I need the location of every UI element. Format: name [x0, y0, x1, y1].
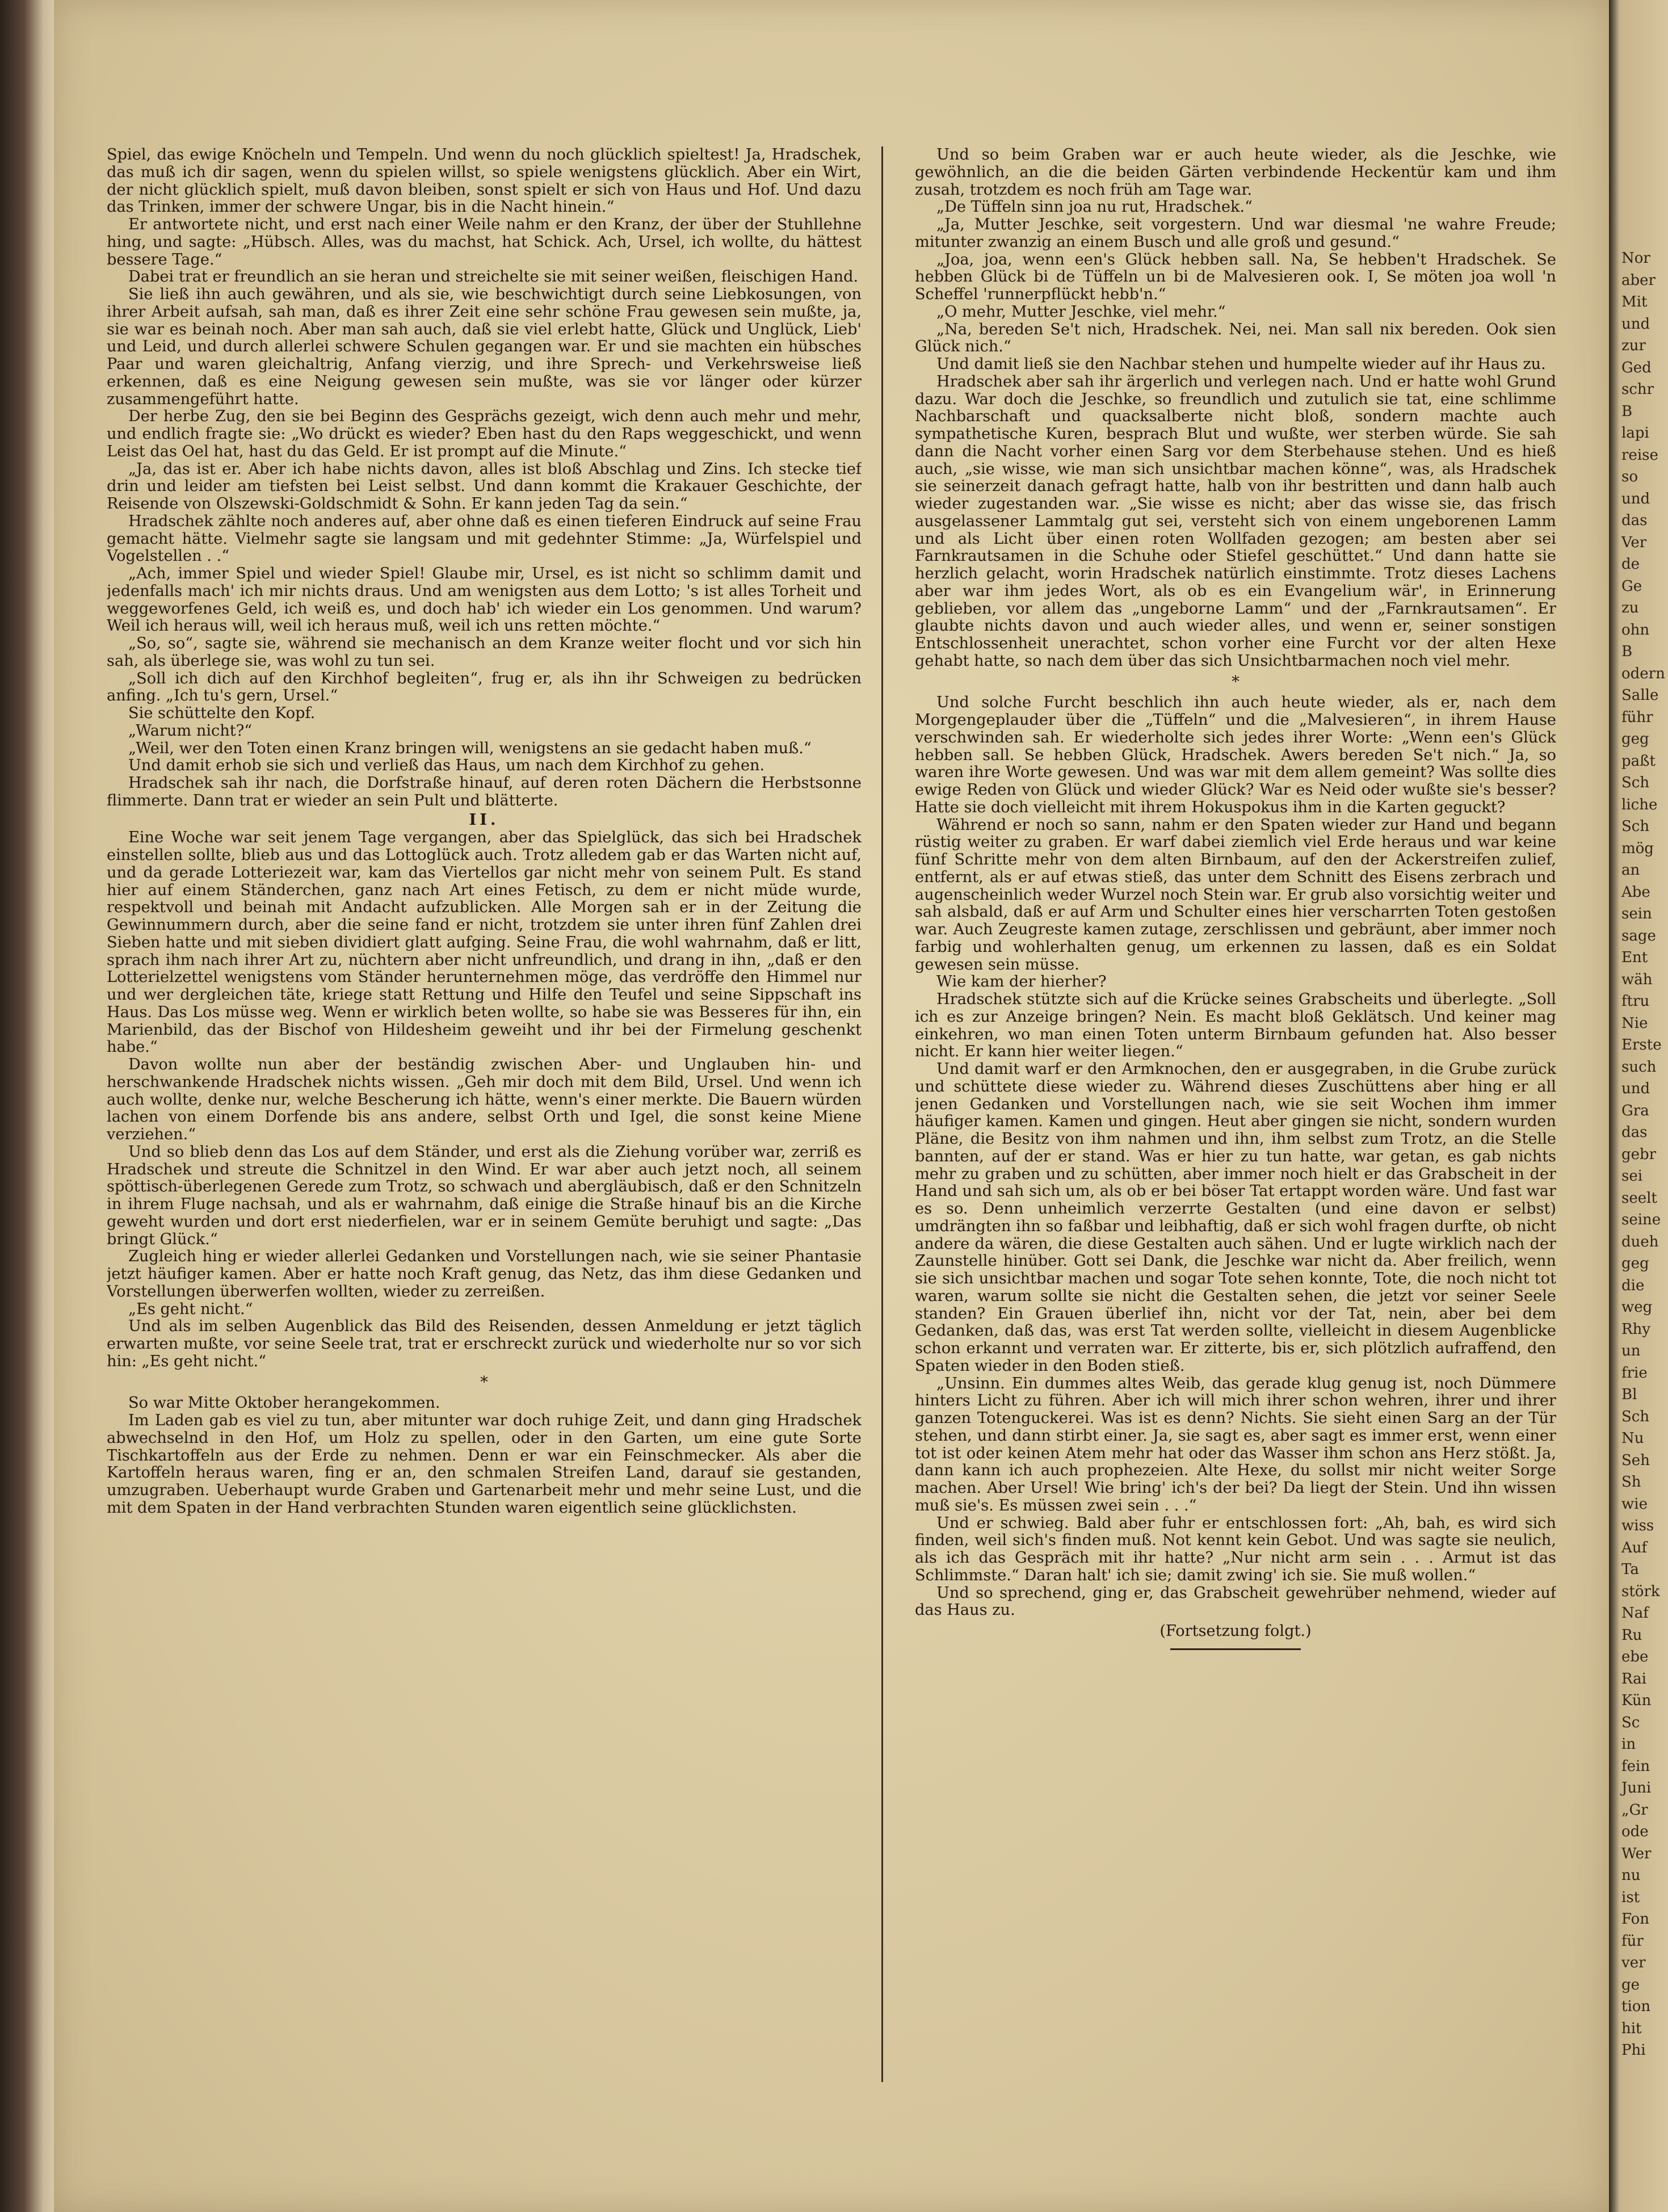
edge-fragment: Nie [1621, 1014, 1648, 1032]
paragraph: Und so blieb denn das Los auf dem Ständer, und erst als die Ziehung vorüber war, zerriß es Hradschek und streute die Schnitzel in den Wind. Er war aber auch jetzt noch, all seinem spöttisch-überlegenen Gerede zum Trotz, so schwach und abergläubisch, daß er den Schnitzeln in ihrem Fluge nachsah, und als er wahrnahm, daß einige die Straße hinauf bis an die Kirche geweht wurden und dort erst niederfielen, war er in seinem Gemüte beruhigt und sagte: „Das bringt Glück.“ [107, 1143, 862, 1248]
edge-fragment: dueh [1621, 1233, 1659, 1250]
paragraph: „Weil, wer den Toten einen Kranz bringen will, wenigstens an sie gedacht haben muß.“ [128, 739, 812, 757]
edge-fragment: ftru [1621, 993, 1650, 1010]
paragraph: „De Tüffeln sinn joa nu rut, Hradschek.“ [936, 198, 1253, 216]
edge-fragment: das [1621, 1124, 1648, 1141]
edge-fragment: so [1621, 468, 1638, 485]
edge-fragment: liche [1621, 796, 1658, 813]
paragraph: Und damit ließ sie den Nachbar stehen und humpelte wieder auf ihr Haus zu. [936, 355, 1546, 373]
left-text-column [107, 146, 862, 2093]
edge-fragment: Rai [1621, 1670, 1646, 1688]
paragraph: Und damit warf er den Armknochen, den er ausgegraben, in die Grube zurück und schüttete diese wieder zu. Während dieses Zuschüttens aber hing er all jenen Gedanken und Vorstellungen nach, wie sie seit Wochen ihm immer häufiger kamen. Kamen und gingen. Heut aber gingen sie nicht, sondern wurden Pläne, die Besitz von ihm nahmen und ihn, ihm selbst zum Trotz, an die Stelle bannten, auf der er stand. Was er hier zu tun hatte, war getan, es gab nichts mehr zu graben und zu schütten, aber immer noch hielt er das Grabscheit in der Hand und sah sich um, als ob er bei böser Tat ertappt worden wäre. Und fast war es so. Denn unheimlich verzerrte Gestalten (und eine davon er selbst) umdrängten ihn so faßbar und leibhaftig, daß er sich wohl fragen durfte, ob nicht andere da wären, die diese Gestalten auch sähen. Und er lugte wirklich nach der Zaunstelle hinüber. Gott sei Dank, die Jeschke war nicht da. Aber freilich, wenn sie sich unsichtbar machen und sogar Tote sehen konnte, Tote, die noch nicht tot waren, warum sollte sie nicht die Gestalten sehen, die jetzt vor seiner Seele standen? Ein Grauen überlief ihn, nicht vor der Tat, nein, aber bei dem Gedanken, daß das, was erst Tat werden sollte, vielleicht in diesem Augenblicke schon erkannt und verraten war. Er zitterte, bis er, sich plötzlich aufraffend, den Spaten wieder in den Boden stieß. [915, 1060, 1556, 1375]
edge-fragment: Mit [1621, 293, 1648, 310]
edge-fragment: de [1621, 556, 1640, 573]
edge-fragment: ohn [1621, 621, 1650, 639]
paragraph: Im Laden gab es viel zu tun, aber mitunter war doch ruhige Zeit, und dann ging Hradschek abwechselnd in den Hof, um Holz zu spellen, oder in den Garten, um eine gute Sorte Tischkartoffeln aus der Erde zu nehmen. Denn er war ein Feinschmecker. Als aber die Kartoffeln heraus waren, fing er an, den schmalen Streifen Land, darauf sie gestanden, umzugraben. Ueberhaupt wurde Graben und Gartenarbeit mehr und mehr seine Lust, und die mit dem Spaten in der Hand verbrachten Stunden waren eigentlich seine glücklichsten. [107, 1412, 862, 1517]
section-separator: * [1232, 673, 1240, 691]
paragraph: Der herbe Zug, den sie bei Beginn des Gesprächs gezeigt, wich denn auch mehr und mehr, und endlich fragte sie: „Wo drückt es wieder? Eben hast du den Raps weggeschickt, und wenn Leist das Oel hat, hast du das Geld. Er ist prompt auf die Minute.“ [107, 408, 862, 460]
edge-fragment: geg [1621, 731, 1649, 748]
edge-fragment: und [1621, 490, 1650, 507]
edge-fragment: Sch [1621, 774, 1650, 791]
edge-fragment: ge [1621, 1976, 1640, 1993]
paragraph: Hradschek stützte sich auf die Krücke seines Grabscheits und überlegte. „Soll ich es zur Anzeige bringen? Nein. Es macht bloß Geklätsch. Und keiner mag einkehren, wo man einen Toten unterm Birnbaum gefunden hat. Also besser nicht. Er kann hier weiter liegen.“ [915, 990, 1556, 1061]
edge-fragment: paßt [1621, 752, 1656, 770]
paragraph: Und so sprechend, ging er, das Grabscheit gewehrüber nehmend, wieder auf das Haus zu. [915, 1584, 1556, 1619]
edge-fragment: Sch [1621, 1408, 1650, 1425]
left-column-paragraphs-3 [107, 1395, 862, 1517]
edge-fragment: Nor [1621, 250, 1650, 267]
edge-fragment: Kün [1621, 1692, 1652, 1709]
edge-fragment: aber [1621, 271, 1656, 289]
paragraph: Er antwortete nicht, und erst nach einer Weile nahm er den Kranz, der über der Stuhllehne hing, und sagte: „Hübsch. Alles, was du machst, hat Schick. Ach, Ursel, ich wollte, du hättest bessere Tage.“ [107, 216, 862, 268]
paragraph: Und als im selben Augenblick das Bild des Reisenden, dessen Anmeldung er jetzt täglich erwarten mußte, vor seine Seele trat, trat er erschreckt zurück und wiederholte nur so vor sich hin: „Es geht nicht.“ [107, 1317, 862, 1370]
book-binding-edge [0, 0, 54, 2212]
edge-fragment: Auf [1621, 1539, 1648, 1556]
edge-fragment: für [1621, 1932, 1644, 1950]
edge-fragment: ebe [1621, 1648, 1649, 1665]
paragraph: So war Mitte Oktober herangekommen. [128, 1394, 440, 1412]
edge-fragment: Gra [1621, 1102, 1649, 1119]
edge-fragment: mög [1621, 840, 1654, 857]
edge-fragment: Fon [1621, 1911, 1650, 1928]
edge-fragment: geg [1621, 1255, 1649, 1272]
edge-fragment: Ver [1621, 534, 1647, 551]
edge-fragment: hit [1621, 2020, 1642, 2037]
right-column-paragraphs-1 [915, 146, 1556, 670]
edge-fragment: Phi [1621, 2042, 1646, 2059]
paragraph: Hradschek aber sah ihr ärgerlich und verlegen nach. Und er hatte wohl Grund dazu. War doch die Jeschke, so freundlich und zutulich sie tat, eine schlimme Nachbarschaft und quacksalberte nicht bloß, sondern machte auch sympathetische Kuren, besprach Blut und wußte, wer sterben würde. Sie sah dann die Nacht vorher einen Sarg vor dem Sterbehause stehen. Und es hieß auch, „sie wisse, wie man sich unsichtbar machen könne“, was, als Hradschek sie seinerzeit danach gefragt hatte, halb von ihr bestritten und dann halb auch wieder zugestanden war. „Sie wisse es nicht; aber das wisse sie, das frisch ausgelassener Lammtalg gut sei, versteht sich von einem ungeborenen Lamm und als Licht über einen roten Wollfaden gezogen; am besten aber sei Farnkrautsamen in die Schuhe oder Stiefel geschüttet.“ Und dann hatte sie herzlich gelacht, worin Hradschek natürlich einstimmte. Trotz dieses Lachens aber war ihm jedes Wort, als ob es ein Evangelium wär', in Erinnerung geblieben, vor allem das „ungeborne Lamm“ und der „Farnkrautsamen“. Er glaubte nichts davon und auch wieder alles, und wenn er, seiner sonstigen Entschlossenheit unerachtet, schon vorher eine Furcht vor der alten Hexe gehabt hatte, so nach dem über das sich Unsichtbarmachen noch viel mehr. [915, 372, 1556, 670]
edge-fragment: tion [1621, 1998, 1651, 2015]
paragraph: „Warum nicht?“ [128, 721, 253, 740]
edge-fragment: wie [1621, 1495, 1648, 1513]
paragraph: „Unsinn. Ein dummes altes Weib, das gerade klug genug ist, noch Dümmere hinters Licht zu führen. Aber ich will mich ihrer schon wehren, ihrer und ihrer ganzen Totenguckerei. Was ist es denn? Nichts. Sie sieht einen Sarg an der Tür stehen, und dann stirbt einer. Ja, sie sagt es, aber sagt es immer erst, wenn einer tot ist oder keinen Atem mehr hat oder das Wasser ihm schon ans Herz stößt. Ja, dann kann ich auch prophezeien. Alte Hexe, du sollst mir nicht weiter Sorge machen. Aber Ursel! Wie bring' ich's der bei? Da liegt der Stein. Und ihn wissen muß sie's. Es müssen zwei sein . . .“ [915, 1374, 1556, 1514]
paragraph: Wie kam der hierher? [936, 973, 1107, 991]
paragraph: Hradschek sah ihr nach, die Dorfstraße hinauf, auf deren roten Dächern die Herbstsonne flimmerte. Dann trat er wieder an sein Pult und blätterte. [107, 774, 862, 809]
paragraph: Und er schwieg. Bald aber fuhr er entschlossen fort: „Ah, bah, es wird sich finden, weil sich's finden muß. Not kennt kein Gebot. Und was sagte sie neulich, als ich das Gespräch mit ihr hatte? „Nur nicht arm sein . . . Armut ist das Schlimmste.“ Daran halt' ich sie; damit zwing' ich sie. Sie muß wollen.“ [915, 1514, 1556, 1584]
edge-fragment: sein [1621, 905, 1652, 922]
edge-fragment: Ru [1621, 1626, 1642, 1644]
left-column-paragraphs-2 [107, 829, 862, 1370]
paragraph: Dabei trat er freundlich an sie heran und streichelte sie mit seiner weißen, fleischigen Hand. [128, 268, 859, 286]
edge-fragment: Bl [1621, 1386, 1637, 1403]
edge-fragment: das [1621, 512, 1648, 529]
paragraph: Sie schüttelte den Kopf. [128, 704, 316, 722]
paragraph: Und so beim Graben war er auch heute wieder, als die Jeschke, wie gewöhnlich, an die die beiden Gärten verbindende Heckentür kam und ihm zusah, trotzdem es noch früh am Tage war. [915, 146, 1556, 199]
paragraph: Und damit erhob sie sich und verließ das Haus, um nach dem Kirchhof zu gehen. [128, 757, 765, 775]
edge-fragment: führ [1621, 708, 1653, 726]
edge-fragment: die [1621, 1277, 1645, 1294]
edge-fragment: Seh [1621, 1451, 1650, 1469]
right-column-paragraphs-2 [915, 694, 1556, 1619]
paragraph: „Es geht nicht.“ [128, 1300, 253, 1318]
edge-fragment: Sch [1621, 818, 1650, 835]
edge-fragment: wiss [1621, 1517, 1654, 1534]
edge-fragment: Ent [1621, 949, 1648, 966]
left-column-paragraphs-1 [107, 146, 862, 810]
edge-fragment: such [1621, 1058, 1657, 1076]
edge-fragment: schr [1621, 381, 1654, 398]
edge-fragment: gebr [1621, 1145, 1657, 1163]
edge-fragment: Rhy [1621, 1320, 1651, 1338]
edge-fragment: zur [1621, 337, 1646, 354]
end-rule [1170, 1648, 1301, 1650]
edge-fragment: lapi [1621, 425, 1649, 442]
edge-fragment: odern [1621, 665, 1665, 682]
edge-fragment: nu [1621, 1867, 1641, 1884]
edge-fragment: Ge [1621, 577, 1642, 595]
paragraph: „Ach, immer Spiel und wieder Spiel! Glaube mir, Ursel, es ist nicht so schlimm damit und jedenfalls mach' ich mir nichts draus. Und am wenigsten aus dem Lotto; 's ist alles Torheit und weggeworfenes Geld, ich weiß es, und doch hab' ich wieder ein Los genommen. Und warum? Weil ich heraus will, weil ich heraus muß, weil ich uns retten möchte.“ [107, 565, 862, 635]
paragraph: Davon wollte nun aber der beständig zwischen Aber- und Unglauben hin- und herschwankende Hradschek nichts wissen. „Geh mir doch mit dem Bild, Ursel. Und wenn ich auch wollte, denke nur, welche Bescherung ich hätte, wenn's einer merkte. Die Bauern würden lachen von einem Dorfende bis ans andere, selbst Orth und Igel, die sonst keine Miene verziehen.“ [107, 1056, 862, 1143]
paragraph: „Ja, das ist er. Aber ich habe nichts davon, alles ist bloß Abschlag und Zins. Ich stecke tief drin und leider am tiefsten bei Leist selbst. Und dann kommt die Krakauer Geschichte, der Reisende von Olszewski-Goldschmidt & Sohn. Er kann jeden Tag da sein.“ [107, 460, 862, 513]
paragraph: Während er noch so sann, nahm er den Spaten wieder zur Hand und begann rüstig weiter zu graben. Er warf dabei ziemlich viel Erde heraus und war keine fünf Schritte mehr von dem alten Birnbaum, auf den der Ackerstreifen zulief, entfernt, als er auf etwas stieß, das unter dem Schnitt des Eisens zerbrach und augenscheinlich weder Wurzel noch Stein war. Er grub also vorsichtig weiter und sah alsbald, daß er auf Arm und Schulter eines hier verscharrten Toten gestoßen war. Auch Zeugreste kamen zutage, zerschlissen und gebräunt, aber immer noch farbig und wohlerhalten genug, um erkennen zu lassen, daß es ein Soldat gewesen sein müsse. [915, 816, 1556, 973]
edge-fragment: fein [1621, 1757, 1650, 1775]
edge-fragment: Abe [1621, 883, 1650, 901]
paragraph: Sie ließ ihn auch gewähren, und als sie, wie beschwichtigt durch seine Liebkosungen, von ihrer Arbeit aufsah, sah man, daß es ihrer Zeit eine sehr schöne Frau gewesen sein mußte, ja, sie war es beinah noch. Aber man sah auch, daß sie viel erlebt hatte, Glück und Unglück, Lieb' und Leid, und durch allerlei schwere Schulen gegangen war. Er und sie machten ein hübsches Paar und waren gleichaltrig, Anfang vierzig, und ihre Sprech- und Verkehrsweise ließ erkennen, daß es eine Neigung gewesen sein mußte, was sie vor länger oder kürzer zusammengeführt hatte. [107, 286, 862, 408]
section-separator: * [480, 1373, 488, 1391]
edge-fragment: zu [1621, 599, 1639, 616]
paragraph: „So, so“, sagte sie, während sie mechanisch an dem Kranze weiter flocht und vor sich hin sah, als überlege sie, was wohl zu tun sei. [107, 635, 862, 670]
edge-fragment: B [1621, 402, 1633, 420]
paragraph: „Na, bereden Se't nich, Hradschek. Nei, nei. Man sall nix bereden. Ook sien Glück nich.“ [915, 320, 1556, 356]
edge-fragment: Sh [1621, 1474, 1641, 1491]
right-text-column [915, 146, 1556, 2093]
edge-fragment: ist [1621, 1888, 1640, 1906]
continuation-note: (Fortsetzung folgt.) [1159, 1622, 1312, 1640]
column-divider-rule [881, 146, 883, 2082]
paragraph: Und solche Furcht beschlich ihn auch heute wieder, als er, nach dem Morgengeplauder über die „Tüffeln“ und die „Malvesieren“, in ihrem Hause verschwinden sah. Er wiederholte sich jedes ihrer Worte: „Wenn een's Glück hebben sall. Se hebben Glück, Hradschek. Awers bereden Se't nich.“ Ja, so waren ihre Worte gewesen. Und was war mit dem allem gemeint? Was sollte dies ewige Reden von Glück und wieder Glück? War es Neid oder wußte sie's besser? Hatte sie doch vielleicht mit ihrem Hokuspokus ihm in die Karten geguckt? [915, 694, 1556, 816]
paragraph: Hradschek zählte noch anderes auf, aber ohne daß es einen tieferen Eindruck auf seine Frau gemacht hätte. Vielmehr sagte sie langsam und mit gedehnter Stimme: „Ja, Würfelspiel und Vogelstellen . .“ [107, 512, 862, 565]
edge-fragment: Salle [1621, 687, 1659, 704]
edge-fragment: störk [1621, 1583, 1660, 1600]
edge-fragment: „Gr [1621, 1801, 1648, 1819]
chapter-heading: II. [469, 810, 499, 829]
edge-fragment: Juni [1621, 1779, 1652, 1797]
edge-fragment: Ged [1621, 359, 1652, 376]
edge-fragment: und [1621, 1080, 1650, 1097]
paragraph: Eine Woche war seit jenem Tage vergangen, aber das Spielglück, das sich bei Hradschek einstellen sollte, blieb aus und das Lottoglück auch. Trotz alledem gab er das Warten nicht auf, und da gerade Lotteriezeit war, kam das Viertellos gar nicht mehr von seinem Pult. Es stand hier auf einem Ständerchen, ganz nach Art eines Fetisch, zu dem er nicht müde wurde, respektvoll und beinah mit Andacht aufzublicken. Alle Morgen sah er in der Zeitung die Gewinnummern durch, aber die seine fand er nicht, trotzdem sie unter ihren fünf Zahlen drei Sieben hatte und mit sieben dividiert glatt aufging. Seine Frau, die wohl wahrnahm, daß er litt, sprach ihm nach ihrer Art zu, nüchtern aber nicht unfreundlich, und drang in ihn, „daß er den Lotterielzettel wenigstens vom Ständer herunternehmen möge, das verdröffe den Himmel nur und wer dergleichen täte, kriege statt Rettung und Hilfe den Teufel und seine Sippschaft ins Haus. Das Los müsse weg. Wenn er wirklich beten wollte, so habe sie was Besseres für ihn, ein Marienbild, das der Bischof von Hildesheim geweiht und ihr bei der Firmelung geschenkt habe.“ [107, 829, 862, 1056]
edge-fragment: sage [1621, 927, 1656, 945]
edge-fragment: frie [1621, 1364, 1648, 1382]
paragraph: „O mehr, Mutter Jeschke, viel mehr.“ [936, 303, 1226, 321]
edge-fragment: weg [1621, 1299, 1653, 1316]
paragraph: Spiel, das ewige Knöcheln und Tempeln. Und wenn du noch glücklich spieltest! Ja, Hradschek, das muß ich dir sagen, wenn du spielen willst, so spiele wenigstens glücklich. Aber ein Wirt, der nicht glücklich spielt, muß davon bleiben, sonst spielt er sich von Haus und Hof. Und dazu das Trinken, immer der schwere Ungar, bis in die Nacht hinein.“ [107, 146, 862, 216]
edge-fragment: Sc [1621, 1714, 1640, 1731]
edge-fragment: an [1621, 862, 1640, 879]
edge-fragment: Erste [1621, 1036, 1662, 1053]
edge-fragment: Wer [1621, 1845, 1652, 1862]
edge-fragment: Naf [1621, 1605, 1649, 1622]
edge-fragment: Ta [1621, 1561, 1639, 1578]
paragraph: „Joa, joa, wenn een's Glück hebben sall. Na, Se hebben't Hradschek. Se hebben Glück bi de Tüffeln un bi de Malvesieren ook. I, Se möten joa woll 'n Scheffel 'runnerpflückt hebb'n.“ [915, 250, 1556, 303]
edge-fragment: und [1621, 315, 1650, 333]
edge-fragment: wäh [1621, 971, 1653, 988]
next-page-edge-strip [1609, 0, 1668, 2212]
edge-fragment: seelt [1621, 1189, 1657, 1207]
edge-fragment: Nu [1621, 1430, 1644, 1447]
edge-fragment: ver [1621, 1954, 1646, 1971]
edge-fragment: reise [1621, 446, 1658, 464]
edge-fragment: seine [1621, 1211, 1661, 1228]
paragraph: Zugleich hing er wieder allerlei Gedanken und Vorstellungen nach, wie sie seiner Phantasie jetzt häufiger kamen. Aber er hatte noch Kraft genug, das Netz, das ihm diese Gedanken und Vorstellungen überwerfen wollten, wieder zu zerreißen. [107, 1248, 862, 1300]
paragraph: „Soll ich dich auf den Kirchhof begleiten“, frug er, als ihn ihr Schweigen zu bedrücken anfing. „Ich tu's gern, Ursel.“ [107, 669, 862, 705]
edge-fragment: un [1621, 1342, 1641, 1359]
edge-fragment: sei [1621, 1168, 1643, 1185]
edge-fragment: in [1621, 1736, 1636, 1753]
edge-fragment: B [1621, 643, 1633, 660]
paragraph: „Ja, Mutter Jeschke, seit vorgestern. Und war diesmal 'ne wahre Freude; mitunter zwanzig an einem Busch und alle groß und gesund.“ [915, 216, 1556, 251]
edge-fragment: ode [1621, 1823, 1649, 1840]
